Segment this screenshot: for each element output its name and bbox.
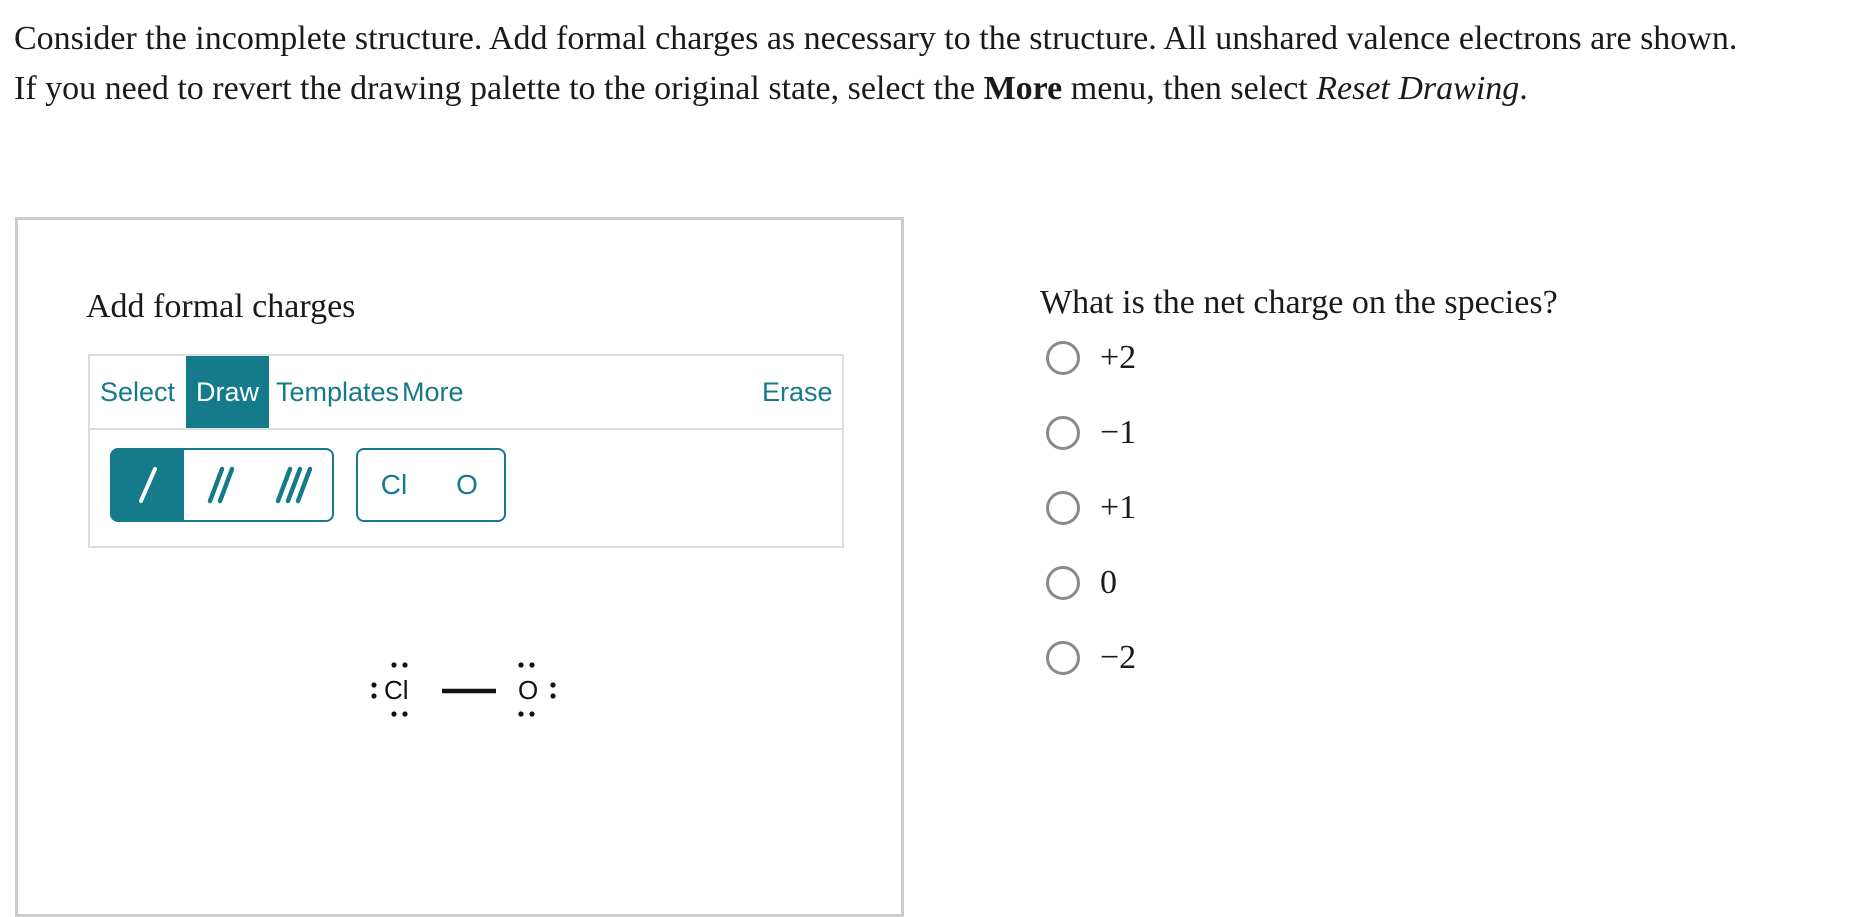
radio-button[interactable] (1046, 341, 1080, 375)
double-bond-icon (201, 465, 241, 505)
instructions (14, 14, 1844, 114)
option-label: −1 (1100, 414, 1137, 451)
triple-bond-icon (273, 465, 317, 505)
single-bond-icon (128, 465, 168, 505)
option-minus-1[interactable] (1046, 411, 1136, 455)
menu-draw[interactable]: Draw (186, 356, 269, 428)
toolbox (88, 428, 844, 548)
drawing-panel (15, 217, 904, 917)
atom-o-label: O (456, 469, 478, 500)
instruction-line-2 (14, 64, 1844, 114)
option-plus-2[interactable] (1046, 336, 1136, 380)
option-label: 0 (1100, 564, 1117, 601)
atom-o-tool[interactable] (430, 448, 506, 522)
more-emphasis: More (983, 70, 1063, 107)
atom-cl-label: Cl (380, 469, 408, 500)
instruction-line-2-suffix: . (1519, 70, 1528, 107)
panel-title: Add formal charges (86, 288, 356, 325)
atom-cl-tool[interactable] (356, 448, 432, 522)
instruction-line-2-prefix: If you need to revert the drawing palette to the original state, select the (14, 70, 984, 107)
question-prompt: What is the net charge on the species? (1040, 284, 1558, 321)
triple-bond-tool[interactable] (258, 448, 334, 522)
menu-templates[interactable]: Templates (276, 377, 400, 407)
radio-button[interactable] (1046, 566, 1080, 600)
atom-cl[interactable]: Cl (384, 675, 409, 705)
single-bond-tool[interactable] (110, 448, 186, 522)
instruction-line-1: Consider the incomplete structure. Add formal charges as necessary to the structure. All unshared valence electrons are shown. (14, 20, 1738, 57)
menu-more[interactable]: More (402, 377, 464, 407)
radio-button[interactable] (1046, 641, 1080, 675)
drawing-menubar (88, 354, 844, 430)
menu-select[interactable]: Select (100, 377, 176, 407)
radio-button[interactable] (1046, 416, 1080, 450)
lewis-structure[interactable] (368, 654, 588, 754)
option-label: +2 (1100, 339, 1137, 376)
option-plus-1[interactable] (1046, 486, 1136, 530)
atom-o[interactable]: O (518, 675, 539, 705)
reset-drawing-emphasis: Reset Drawing (1316, 70, 1520, 107)
instruction-line-2-middle: menu, then select (1062, 70, 1317, 107)
radio-button[interactable] (1046, 491, 1080, 525)
option-zero[interactable] (1046, 561, 1117, 605)
option-label: +1 (1100, 489, 1137, 526)
option-minus-2[interactable] (1046, 636, 1136, 680)
option-label: −2 (1100, 639, 1137, 676)
double-bond-tool[interactable] (184, 448, 260, 522)
menu-erase[interactable]: Erase (762, 377, 833, 407)
